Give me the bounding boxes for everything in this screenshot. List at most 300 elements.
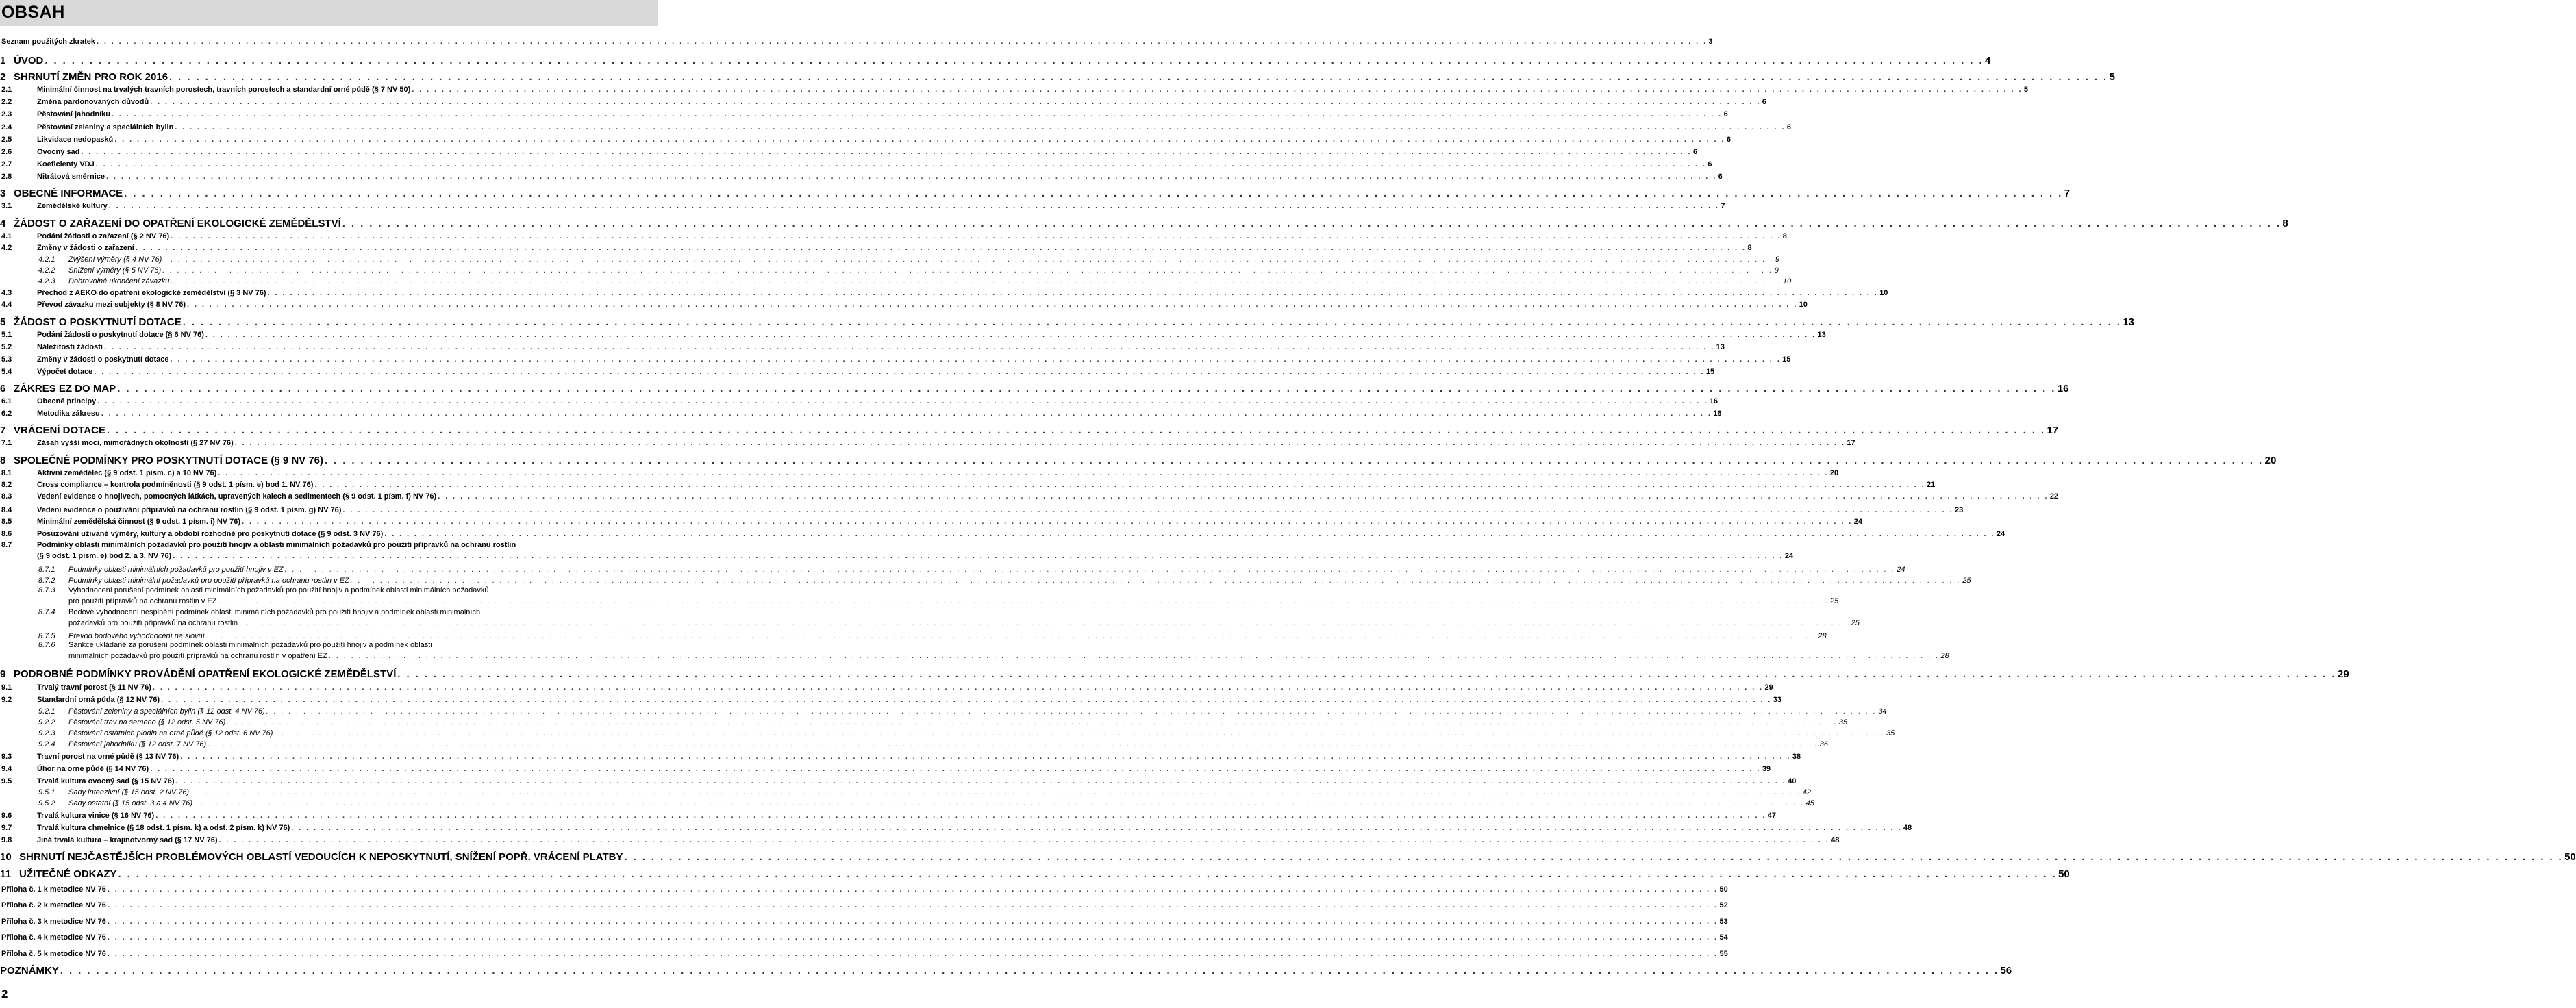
toc-entry[interactable] bbox=[0, 490, 2059, 501]
toc-entry-title: Sady ostatní (§ 15 odst. 3 a 4 NV 76) bbox=[68, 799, 192, 807]
toc-entry-page: 50 bbox=[1719, 885, 1728, 894]
toc-entry-page: 23 bbox=[1955, 506, 1964, 514]
toc-entry-title: Sady intenzivní (§ 15 odst. 2 NV 76) bbox=[68, 788, 190, 796]
toc-entry-title: Změny v žádosti o poskytnutí dotace bbox=[37, 355, 169, 364]
toc-entry-title: ŽÁDOST O ZAŘAZENÍ DO OPATŘENÍ EKOLOGICKÉ ZEMĚDĚLSTVÍ bbox=[14, 218, 341, 229]
toc-entry-number: 9.2.4 bbox=[38, 740, 55, 748]
toc-entry[interactable] bbox=[0, 121, 1792, 131]
toc-entry[interactable] bbox=[0, 849, 2576, 863]
toc-entry-number: 4.2 bbox=[1, 244, 12, 252]
dot-leader bbox=[285, 566, 1896, 574]
toc-entry[interactable] bbox=[0, 705, 1887, 716]
dot-leader bbox=[329, 652, 1940, 660]
toc-entry-page: 25 bbox=[1851, 619, 1860, 627]
toc-entry-page: 15 bbox=[1705, 368, 1715, 376]
toc-entry-title: Trvalá kultura chmelnice (§ 18 odst. 1 písm. k) a odst. 2 písm. k) NV 76) bbox=[37, 824, 290, 832]
dot-leader bbox=[268, 289, 1879, 297]
toc-entry[interactable] bbox=[0, 775, 1797, 785]
toc-entry-number: 6.2 bbox=[1, 410, 12, 418]
dot-leader bbox=[190, 788, 1801, 796]
dot-leader bbox=[150, 98, 1761, 106]
toc-entry-page: 50 bbox=[2564, 851, 2576, 863]
toc-entry-title: Pěstování zeleniny a speciálních bylin (§ 12 odst. 4 NV 76) bbox=[68, 707, 265, 716]
toc-entry-title: OBECNÉ INFORMACE bbox=[14, 188, 123, 199]
toc-entry-page: 39 bbox=[1762, 765, 1771, 773]
toc-entry-title: Vedení evidence o hnojivech, pomocných látkách, upravených kalech a sedimentech (§ 9 odst. 1 písm. f) NV 76) bbox=[37, 492, 437, 501]
toc-entry-page: 48 bbox=[1831, 836, 1840, 844]
dot-leader bbox=[169, 71, 2108, 83]
toc-entry-title-line2: pro použití přípravků na ochranu rostlin v EZ bbox=[68, 597, 217, 605]
toc-entry-page: 40 bbox=[1788, 777, 1797, 785]
toc-entry-number: 2.2 bbox=[1, 98, 12, 106]
dot-leader bbox=[438, 492, 2049, 501]
dot-leader bbox=[117, 383, 2056, 394]
toc-entry-page: 8 bbox=[1747, 244, 1752, 252]
toc-entry-title: Příloha č. 4 k metodice NV 76 bbox=[1, 933, 106, 942]
toc-entry-title: Pěstování ostatních plodin na orné půdě (§ 12 odst. 6 NV 76) bbox=[68, 729, 273, 738]
dot-leader bbox=[118, 868, 2058, 880]
toc-entry-number: 9.3 bbox=[1, 753, 12, 761]
toc-entry-page: 13 bbox=[1716, 343, 1725, 351]
toc-entry-number: 9.4 bbox=[1, 765, 12, 773]
dot-leader bbox=[173, 552, 1784, 560]
dot-leader bbox=[219, 836, 1830, 844]
toc-entry-number: 11 bbox=[0, 868, 11, 880]
dot-leader bbox=[239, 619, 1850, 627]
toc-entry-title: Aktivní zemědělec (§ 9 odst. 1 písm. c) a 10 NV 76) bbox=[37, 469, 217, 477]
toc-entry-page: 16 bbox=[1713, 410, 1722, 418]
toc-entry-page: 4 bbox=[1984, 55, 1991, 66]
toc-entry[interactable] bbox=[0, 516, 1862, 526]
toc-entry[interactable] bbox=[0, 716, 1848, 727]
toc-entry-number: 3.1 bbox=[1, 202, 12, 210]
dot-leader bbox=[314, 481, 1925, 489]
toc-entry-page: 6 bbox=[1723, 110, 1728, 118]
toc-entry[interactable] bbox=[0, 230, 1787, 240]
toc-entry-page: 6 bbox=[1718, 173, 1723, 181]
dot-leader bbox=[96, 160, 1707, 168]
toc-entry-number: 9.2 bbox=[1, 696, 12, 704]
toc-entry-title-line1: Vyhodnocení porušení podmínek oblasti minimálních požadavků pro použití hnojiv a podmínek oblasti minimálních požadavků bbox=[68, 586, 489, 594]
toc-entry-page: 56 bbox=[2000, 965, 2012, 977]
toc-entry-title-line1: Bodové vyhodnocení nesplnění podmínek oblasti minimálních požadavků pro použití hnojiv a podmínek oblasti minimálních bbox=[68, 608, 481, 616]
toc-entry[interactable] bbox=[0, 353, 1791, 364]
toc-entry-line2 bbox=[68, 652, 1949, 660]
dot-leader bbox=[155, 811, 1766, 820]
toc-entry-title: Minimální činnost na trvalých travních porostech, travních porostech a standardní orné půdě (§ 7 NV 50) bbox=[37, 86, 411, 94]
toc-entry[interactable] bbox=[0, 883, 1728, 894]
toc-entry-title: Standardní orná půda (§ 12 NV 76) bbox=[37, 696, 160, 704]
toc-entry-title: Likvidace nedopasků bbox=[37, 136, 114, 144]
toc-entry-title: Změny v žádosti o zařazení bbox=[37, 244, 134, 252]
toc-entry-page: 24 bbox=[1853, 518, 1862, 526]
dot-leader bbox=[162, 266, 1773, 275]
dot-leader bbox=[208, 740, 1818, 748]
toc-entry-title: Příloha č. 5 k metodice NV 76 bbox=[1, 950, 106, 958]
toc-entry-title: UŽITEČNÉ ODKAZY bbox=[19, 868, 117, 880]
toc-entry[interactable] bbox=[0, 253, 1780, 264]
toc-entry[interactable] bbox=[0, 899, 1728, 909]
dot-leader bbox=[108, 901, 1718, 909]
toc-entry-title: Příloha č. 2 k metodice NV 76 bbox=[1, 901, 106, 909]
toc-entry[interactable] bbox=[0, 146, 1698, 156]
dot-leader bbox=[161, 696, 1772, 704]
toc-entry-number: 1 bbox=[0, 55, 6, 66]
dot-leader bbox=[109, 202, 1720, 210]
dot-leader bbox=[218, 469, 1829, 477]
toc-entry-title: Trvalá kultura vinice (§ 16 NV 76) bbox=[37, 811, 155, 820]
dot-leader bbox=[235, 439, 1846, 447]
toc-entry[interactable] bbox=[0, 963, 2012, 977]
toc-entry-number: 4.2.2 bbox=[38, 266, 55, 275]
toc-entry[interactable] bbox=[0, 275, 1792, 286]
toc-entry-number: 8.7.6 bbox=[38, 641, 55, 649]
toc-entry-page: 24 bbox=[1996, 530, 2005, 538]
toc-entry-title: Jiná trvalá kultura – krajinotvorný sad (§ 17 NV 76) bbox=[37, 836, 218, 844]
dot-leader bbox=[624, 851, 2563, 863]
toc-entry-title: Ovocný sad bbox=[37, 148, 80, 156]
dot-leader bbox=[136, 244, 1747, 252]
toc-entry-title: Podání žádosti o zařazení (§ 2 NV 76) bbox=[37, 232, 170, 240]
dot-leader bbox=[384, 530, 1995, 538]
page-number: 2 bbox=[1, 987, 8, 1000]
toc-entry-number: 5.2 bbox=[1, 343, 12, 351]
toc-entry-title: Převod bodového vyhodnocení na slovní bbox=[68, 632, 205, 640]
dot-leader bbox=[60, 965, 1999, 977]
toc-entry-title: ZÁKRES EZ DO MAP bbox=[14, 383, 116, 394]
toc-entry-page: 34 bbox=[1878, 707, 1887, 716]
dot-leader bbox=[291, 824, 1902, 832]
toc-entry[interactable] bbox=[0, 681, 1773, 692]
toc-entry-page: 17 bbox=[1847, 439, 1855, 447]
toc-entry-number: 10 bbox=[0, 851, 12, 863]
toc-entry[interactable] bbox=[0, 36, 1713, 46]
toc-entry-title: Převod závazku mezi subjekty (§ 8 NV 76) bbox=[37, 301, 186, 309]
toc-entry-page: 10 bbox=[1782, 277, 1792, 286]
toc-entry-number: 4.2.1 bbox=[38, 255, 55, 264]
toc-entry[interactable] bbox=[0, 53, 1991, 66]
toc-entry[interactable] bbox=[0, 381, 2069, 394]
toc-entry-page: 36 bbox=[1819, 740, 1829, 748]
toc-entry-title: Zásah vyšší moci, mimořádných okolností (§ 27 NV 76) bbox=[37, 439, 234, 447]
toc-entry-page: 52 bbox=[1719, 901, 1728, 909]
toc-entry[interactable] bbox=[0, 916, 1728, 926]
toc-entry-page: 55 bbox=[1719, 950, 1728, 958]
dot-leader bbox=[274, 729, 1885, 738]
toc-entry[interactable] bbox=[0, 727, 1895, 738]
toc-entry[interactable] bbox=[0, 299, 1808, 309]
toc-entry[interactable] bbox=[0, 171, 1723, 181]
dot-leader bbox=[227, 718, 1838, 727]
dot-leader bbox=[183, 316, 2122, 328]
toc-entry-page: 24 bbox=[1784, 552, 1794, 560]
toc-entry-title: Podání žádosti o poskytnutí dotace (§ 6 NV 76) bbox=[37, 331, 204, 339]
toc-entry-number: 5.4 bbox=[1, 368, 12, 376]
toc-entry-page: 20 bbox=[1829, 469, 1839, 477]
toc-entry[interactable] bbox=[0, 479, 1936, 489]
toc-entry-number: 2.8 bbox=[1, 173, 12, 181]
toc-entry-title: Travní porost na orné půdě (§ 13 NV 76) bbox=[37, 753, 179, 761]
toc-entry-title: Příloha č. 1 k metodice NV 76 bbox=[1, 885, 106, 894]
toc-entry-page: 21 bbox=[1927, 481, 1936, 489]
toc-entry-page: 29 bbox=[2337, 668, 2349, 680]
toc-entry-number: 8.7.4 bbox=[38, 608, 55, 616]
toc-entry-number: 7.1 bbox=[1, 439, 12, 447]
toc-entry-page: 6 bbox=[1692, 148, 1698, 156]
toc-entry[interactable] bbox=[0, 329, 1826, 339]
toc-entry-page: 15 bbox=[1782, 355, 1791, 364]
toc-entry[interactable] bbox=[0, 242, 1752, 252]
toc-entry-title: PODROBNÉ PODMÍNKY PROVÁDĚNÍ OPATŘENÍ EKOLOGICKÉ ZEMĚDĚLSTVÍ bbox=[14, 668, 397, 680]
toc-entry[interactable] bbox=[0, 763, 1771, 773]
toc-entry-page: 42 bbox=[1802, 788, 1811, 796]
toc-entry[interactable] bbox=[0, 96, 1766, 106]
toc-entry[interactable] bbox=[0, 437, 1855, 447]
toc-entry-page: 24 bbox=[1897, 566, 1905, 574]
toc-entry-title: Seznam použitých zkratek bbox=[1, 38, 95, 46]
toc-entry-title: Vedení evidence o používání přípravků na ochranu rostlin (§ 9 odst. 1 písm. g) NV 76) bbox=[37, 506, 342, 514]
toc-entry[interactable] bbox=[0, 467, 1839, 477]
toc-entry-page: 9 bbox=[1774, 266, 1779, 275]
toc-entry[interactable] bbox=[0, 641, 1949, 662]
toc-entry-title: Podmínky oblasti minimální požadavků pro použití přípravků na ochranu rostlin v EZ bbox=[68, 577, 349, 585]
toc-heading: OBSAH bbox=[1, 3, 65, 22]
toc-entry[interactable] bbox=[0, 541, 1794, 562]
toc-entry[interactable] bbox=[0, 158, 1712, 168]
toc-entry-number: 8.7.2 bbox=[38, 577, 55, 585]
toc-entry-title: Pěstování jahodníku bbox=[37, 110, 110, 118]
toc-entry-title: Koeficienty VDJ bbox=[37, 160, 95, 168]
toc-entry-page: 45 bbox=[1805, 799, 1814, 807]
toc-entry-number: 7 bbox=[0, 425, 6, 436]
dot-leader bbox=[108, 918, 1718, 926]
toc-entry-page: 28 bbox=[1940, 652, 1949, 660]
toc-entry[interactable] bbox=[0, 786, 1811, 796]
toc-entry-number: 9.5.2 bbox=[38, 799, 55, 807]
dot-leader bbox=[150, 765, 1761, 773]
dot-leader bbox=[412, 86, 2023, 94]
toc-entry-page: 17 bbox=[2047, 425, 2059, 436]
toc-entry-page: 8 bbox=[1782, 232, 1787, 240]
toc-entry-page: 10 bbox=[1799, 301, 1808, 309]
toc-entry[interactable] bbox=[0, 366, 1715, 376]
toc-entry-page: 29 bbox=[1764, 683, 1773, 692]
toc-entry[interactable] bbox=[0, 738, 1829, 748]
toc-entry[interactable] bbox=[0, 751, 1801, 761]
toc-entry[interactable] bbox=[0, 630, 1827, 640]
dot-leader bbox=[114, 136, 1725, 144]
toc-entry-title: Trvalá kultura ovocný sad (§ 15 NV 76) bbox=[37, 777, 175, 785]
dot-leader bbox=[153, 683, 1764, 692]
toc-entry-title: SPOLEČNÉ PODMÍNKY PRO POSKYTNUTÍ DOTACE (§ 9 NV 76) bbox=[14, 455, 324, 466]
toc-entry-page: 10 bbox=[1879, 289, 1888, 297]
dot-leader bbox=[342, 218, 2281, 229]
dot-leader bbox=[180, 753, 1791, 761]
toc-entry-number: 8.7.1 bbox=[38, 566, 55, 574]
dot-leader bbox=[97, 397, 1708, 405]
toc-entry[interactable] bbox=[0, 608, 1860, 629]
toc-entry-page: 48 bbox=[1903, 824, 1912, 832]
toc-entry-page: 25 bbox=[1830, 597, 1839, 605]
toc-entry-title: Zvýšení výměry (§ 4 NV 76) bbox=[68, 255, 162, 264]
toc-entry-title: ÚVOD bbox=[14, 55, 44, 66]
toc-entry-page: 35 bbox=[1886, 729, 1895, 738]
toc-entry-number: 2 bbox=[0, 71, 6, 83]
toc-entry-title: Náležitosti žádosti bbox=[37, 343, 103, 351]
dot-leader bbox=[107, 425, 2046, 436]
toc-entry-number: 9.5.1 bbox=[38, 788, 55, 796]
toc-entry-number: 3 bbox=[0, 188, 6, 199]
toc-entry[interactable] bbox=[0, 341, 1725, 351]
toc-entry[interactable] bbox=[0, 797, 1814, 807]
toc-entry[interactable] bbox=[0, 200, 1725, 210]
toc-entry-number: 9.2.3 bbox=[38, 729, 55, 738]
toc-entry-title: Pěstování trav na semeno (§ 12 odst. 5 NV 76) bbox=[68, 718, 226, 727]
toc-entry-page: 9 bbox=[1775, 255, 1780, 264]
toc-entry-number: 9.7 bbox=[1, 824, 12, 832]
toc-entry[interactable] bbox=[0, 834, 1840, 844]
toc-entry-number: 2.7 bbox=[1, 160, 12, 168]
toc-entry[interactable] bbox=[0, 586, 1839, 607]
toc-entry-title: Trvalý travní porost (§ 11 NV 76) bbox=[37, 683, 151, 692]
dot-leader bbox=[351, 577, 1962, 585]
toc-entry-title: Pěstování jahodníku (§ 12 odst. 7 NV 76) bbox=[68, 740, 207, 748]
toc-entry-title: Dobrovolné ukončení závazku bbox=[68, 277, 170, 286]
toc-entry-page: 6 bbox=[1762, 98, 1766, 106]
toc-entry[interactable] bbox=[0, 84, 2028, 94]
toc-entry[interactable] bbox=[0, 575, 1971, 585]
toc-entry-title: Úhor na orné půdě (§ 14 NV 76) bbox=[37, 765, 149, 773]
dot-leader bbox=[218, 597, 1829, 605]
toc-entry-title: VRÁCENÍ DOTACE bbox=[14, 425, 105, 436]
toc-entry-number: 5 bbox=[0, 316, 6, 328]
toc-entry-number: 2.1 bbox=[1, 86, 12, 94]
toc-entry-title: Pěstování zeleniny a speciálních bylin bbox=[37, 123, 174, 131]
toc-entry-number: 5.1 bbox=[1, 331, 12, 339]
toc-entry-page: 5 bbox=[2109, 71, 2115, 83]
toc-entry[interactable] bbox=[0, 931, 1728, 942]
toc-entry-page: 3 bbox=[1708, 38, 1713, 46]
dot-leader bbox=[194, 799, 1805, 807]
toc-entry-number: 8.2 bbox=[1, 481, 12, 489]
toc-entry[interactable] bbox=[0, 108, 1728, 118]
toc-entry-number: 8.6 bbox=[1, 530, 12, 538]
dot-leader bbox=[108, 885, 1718, 894]
toc-entry[interactable] bbox=[0, 666, 2349, 680]
toc-entry-page: 6 bbox=[1726, 136, 1731, 144]
toc-entry-page: 13 bbox=[2123, 316, 2135, 328]
toc-entry-number: 9 bbox=[0, 668, 6, 680]
toc-entry-number: 6 bbox=[0, 383, 6, 394]
toc-entry-title: Změna pardonovaných důvodů bbox=[37, 98, 149, 106]
dot-leader bbox=[171, 355, 1781, 364]
toc-entry[interactable] bbox=[0, 453, 2277, 466]
toc-entry[interactable] bbox=[0, 186, 2071, 199]
toc-entry[interactable] bbox=[0, 564, 1905, 574]
toc-entry-number: 4.1 bbox=[1, 232, 12, 240]
toc-entry-number: 9.2.2 bbox=[38, 718, 55, 727]
toc-entry-title-line1: Podmínky oblasti minimálních požadavků pro použití hnojiv a oblasti minimálních požadavků pro použití přípravků na ochranu rostlin bbox=[37, 541, 516, 549]
toc-entry[interactable] bbox=[0, 287, 1888, 297]
dot-leader bbox=[108, 933, 1718, 942]
toc-entry-number: 9.2.1 bbox=[38, 707, 55, 716]
toc-entry[interactable] bbox=[0, 395, 1718, 405]
toc-entry-number: 8.7.5 bbox=[38, 632, 55, 640]
toc-entry-number: 4 bbox=[0, 218, 6, 229]
toc-entry-number: 8.1 bbox=[1, 469, 12, 477]
dot-leader bbox=[175, 123, 1786, 131]
toc-entry-line2 bbox=[68, 597, 1839, 605]
toc-entry-title-line2: (§ 9 odst. 1 písm. e) bod 2. a 3. NV 76) bbox=[37, 552, 172, 560]
toc-entry-title-line1: Sankce ukládané za porušení podmínek oblasti minimálních požadavků pro použití hnojiv a podmínek oblasti bbox=[68, 641, 432, 649]
dot-leader bbox=[124, 188, 2063, 199]
toc-entry-number: 8.3 bbox=[1, 492, 12, 501]
toc-entry[interactable] bbox=[0, 822, 1912, 832]
dot-leader bbox=[397, 668, 2336, 680]
toc-entry-number: 4.2.3 bbox=[38, 277, 55, 286]
toc-entry[interactable] bbox=[0, 69, 2115, 83]
toc-entry[interactable] bbox=[0, 866, 2070, 880]
toc-entry-page: 22 bbox=[2049, 492, 2059, 501]
toc-entry-title: SHRNUTÍ NEJČASTĚJŠÍCH PROBLÉMOVÝCH OBLASTÍ VEDOUCÍCH K NEPOSKYTNUTÍ, SNÍŽENÍ POPŘ. VRÁCENÍ PLATBY bbox=[19, 851, 623, 863]
dot-leader bbox=[325, 455, 2264, 466]
toc-entry-page: 47 bbox=[1767, 811, 1777, 820]
toc-entry-page: 6 bbox=[1708, 160, 1712, 168]
toc-entry-page: 16 bbox=[2057, 383, 2069, 394]
dot-leader bbox=[45, 55, 1984, 66]
toc-entry-number: 4.4 bbox=[1, 301, 12, 309]
toc-entry-page: 53 bbox=[1719, 918, 1728, 926]
dot-leader bbox=[206, 632, 1817, 640]
toc-entry-number: 8.4 bbox=[1, 506, 12, 514]
toc-entry[interactable] bbox=[0, 948, 1728, 958]
toc-entry[interactable] bbox=[0, 134, 1731, 144]
toc-entry-page: 6 bbox=[1786, 123, 1792, 131]
toc-entry-number: 9.1 bbox=[1, 683, 12, 692]
toc-entry-number: 5.3 bbox=[1, 355, 12, 364]
toc-entry[interactable] bbox=[0, 423, 2059, 436]
toc-entry-page: 28 bbox=[1818, 632, 1827, 640]
toc-entry-page: 16 bbox=[1709, 397, 1718, 405]
dot-leader bbox=[97, 38, 1708, 46]
toc-entry-title: Výpočet dotace bbox=[37, 368, 93, 376]
toc-entry-page: 7 bbox=[2064, 188, 2071, 199]
toc-entry[interactable] bbox=[0, 528, 2005, 538]
toc-entry[interactable] bbox=[0, 407, 1722, 418]
dot-leader bbox=[171, 277, 1781, 286]
toc-entry-title: SHRNUTÍ ZMĚN PRO ROK 2016 bbox=[14, 71, 168, 83]
toc-entry-page: 38 bbox=[1792, 753, 1801, 761]
toc-entry-line2 bbox=[68, 619, 1860, 627]
toc-entry-page: 7 bbox=[1721, 202, 1725, 210]
toc-entry-title: POZNÁMKY bbox=[0, 965, 59, 977]
toc-entry-title: Cross compliance – kontrola podmíněnosti (§ 9 odst. 1 písm. e) bod 1. NV 76) bbox=[37, 481, 314, 489]
toc-entry-number: 9.6 bbox=[1, 811, 12, 820]
toc-entry[interactable] bbox=[0, 809, 1777, 820]
toc-entry[interactable] bbox=[0, 314, 2135, 328]
toc-entry-title-line2: požadavků pro použití přípravků na ochranu rostlin bbox=[68, 619, 238, 627]
dot-leader bbox=[187, 301, 1798, 309]
toc-entry[interactable] bbox=[0, 694, 1781, 704]
toc-entry-number: 2.6 bbox=[1, 148, 12, 156]
dot-leader bbox=[104, 343, 1715, 351]
toc-entry[interactable] bbox=[0, 504, 1964, 514]
toc-entry[interactable] bbox=[0, 216, 2288, 229]
toc-entry-number: 2.3 bbox=[1, 110, 12, 118]
toc-entry[interactable] bbox=[0, 264, 1779, 275]
toc-entry-page: 54 bbox=[1719, 933, 1728, 942]
toc-entry-title: Přechod z AEKO do opatření ekologické zemědělství (§ 3 NV 76) bbox=[37, 289, 266, 297]
